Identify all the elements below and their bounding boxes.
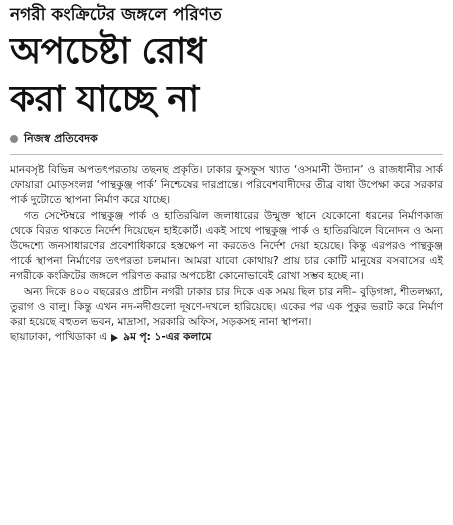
footer-caption: ছায়াঢাকা, পাখিডাকা এ <box>10 331 108 344</box>
continuation-link[interactable]: ৯ম পৃ: ১-এর কলামে <box>123 331 212 344</box>
paragraph-1: মানবসৃষ্ট বিভিন্ন অপতৎপরতায় তছনছ প্রকৃতি। ঢাকার ফুসফুস খ্যাত ‘ওসমানী উদ্যান’ ও রাজধানীর সার্ক ফোয়ারা মোড়সংলগ্ন ‘পান্থকুঞ্জ পার্ক’ নিশ্চেষের দারপ্রান্তে। পরিবেশবাদীদের তীব্র বাধা উপেক্ষা করে সরকার পার্ক দুটোতে স্থাপনা নির্মাণ করে যাচ্ছে। <box>10 164 443 207</box>
article-headline <box>10 28 443 124</box>
headline-line-2: করা যাচ্ছে না <box>10 79 199 120</box>
divider <box>10 154 443 155</box>
paragraph-3: অন্য দিকে ৪০০ বছরেরও প্রাচীন নগরী ঢাকার চার দিকে এক সময় ছিল চার নদী– বুড়িগঙ্গা, শীতলক্ষ্যা, তুরাগ ও বালু। কিন্তু এখন নদ-নদীগুলো দূষণে-দখলে হারিয়েছে। একের পর এক পুকুর ভরাট করে নির্মাণ করা হয়েছে বহুতল ভবন, মাদ্রাসা, সরকারি অফিস, সড়কসহ নানা স্থাপনা। <box>10 285 443 329</box>
bullet-icon <box>10 135 18 143</box>
byline-text: নিজস্ব প্রতিবেদক <box>24 131 98 145</box>
paragraph-2: গত সেপ্টেম্বরে পান্থকুঞ্জ পার্ক ও হাতিরঝিল জলাধারের উন্মুক্ত স্থানে যেকোনো ধরনের নির্মাণকাজ থেকে বিরত থাকতে নির্দেশ দিয়েছেন হাইকোর্ট। একই সাথে পান্থকুঞ্জ পার্ক ও হাতিরঝিলে বিনোদন ও অন্য উদ্দেশ্যে জনসাধারণের প্রবেশাধিকারে হস্তক্ষেপ না করতেও নির্দেশ দেয়া হয়েছে। কিন্তু এরপরও পান্থকুঞ্জ পার্কে স্থাপনা নির্মাণের তৎপরতা চলমান। আমরা যাবো কোথায়? প্রায় চার কোটি মানুষের বসবাসের এই নগরীকে কংক্রিটের জঙ্গলে পরিণত করার অপচেষ্টা কোনোভাবেই রোখা সম্ভব হচ্ছে না। <box>10 209 443 283</box>
article-footer <box>10 330 443 345</box>
article-kicker: নগরী কংক্রিটের জঙ্গলে পরিণত <box>10 5 222 25</box>
triangle-right-icon <box>111 334 118 342</box>
article-body <box>10 163 443 330</box>
headline-line-1: অপচেষ্টা রোধ <box>10 31 206 72</box>
byline <box>10 130 443 148</box>
